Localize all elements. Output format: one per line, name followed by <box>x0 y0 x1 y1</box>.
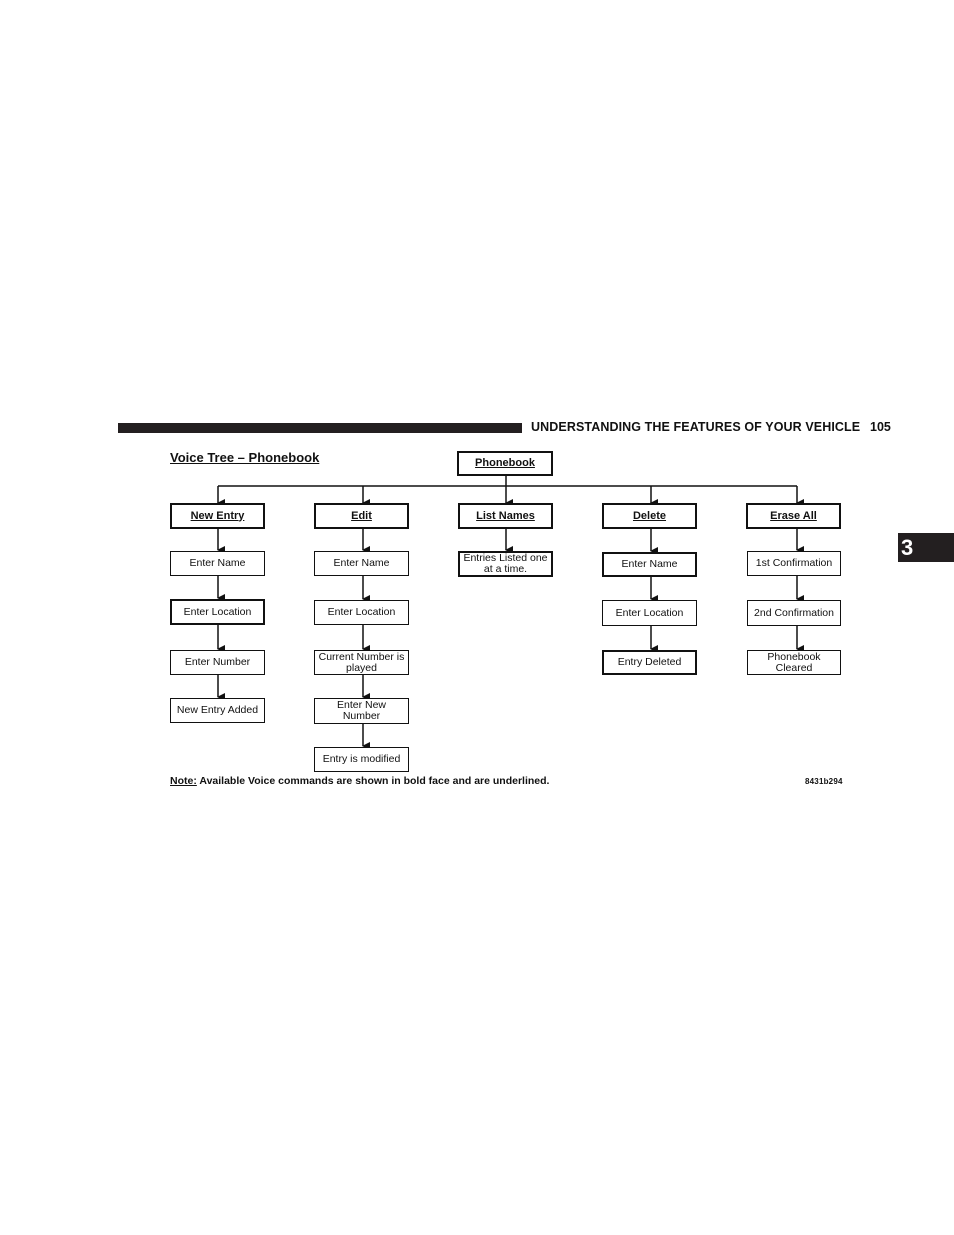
new-entry-step-entry-added: New Entry Added <box>170 698 265 723</box>
erase-all-command-node: Erase All <box>746 503 841 529</box>
list-names-step-entries-listed: Entries Listed one at a time. <box>458 551 553 577</box>
note-label: Note: <box>170 775 197 787</box>
figure-id: 8431b294 <box>805 777 843 786</box>
delete-step-enter-location: Enter Location <box>602 600 697 626</box>
new-entry-step-enter-location: Enter Location <box>170 599 265 625</box>
edit-step-current-number-played: Current Number is played <box>314 650 409 675</box>
erase-all-step-second-confirmation: 2nd Confirmation <box>747 600 841 626</box>
new-entry-command-node: New Entry <box>170 503 265 529</box>
chapter-tab: 3 <box>898 533 954 562</box>
delete-step-enter-name: Enter Name <box>602 552 697 577</box>
edit-step-entry-modified: Entry is modified <box>314 747 409 772</box>
edit-step-enter-name: Enter Name <box>314 551 409 576</box>
edit-command-node: Edit <box>314 503 409 529</box>
phonebook-root-node: Phonebook <box>457 451 553 476</box>
new-entry-step-enter-name: Enter Name <box>170 551 265 576</box>
diagram-title: Voice Tree – Phonebook <box>170 450 320 465</box>
running-header: UNDERSTANDING THE FEATURES OF YOUR VEHICLE <box>531 420 861 434</box>
note-text: Available Voice commands are shown in bold face and are underlined. <box>196 775 550 787</box>
edit-step-enter-new-number: Enter New Number <box>314 698 409 724</box>
delete-command-node: Delete <box>602 503 697 529</box>
delete-step-entry-deleted: Entry Deleted <box>602 650 697 675</box>
edit-step-enter-location: Enter Location <box>314 600 409 625</box>
list-names-command-node: List Names <box>458 503 553 529</box>
page-number: 105 <box>870 420 891 434</box>
erase-all-step-phonebook-cleared: Phonebook Cleared <box>747 650 841 675</box>
new-entry-step-enter-number: Enter Number <box>170 650 265 675</box>
diagram-note <box>170 775 549 787</box>
erase-all-step-first-confirmation: 1st Confirmation <box>747 551 841 576</box>
